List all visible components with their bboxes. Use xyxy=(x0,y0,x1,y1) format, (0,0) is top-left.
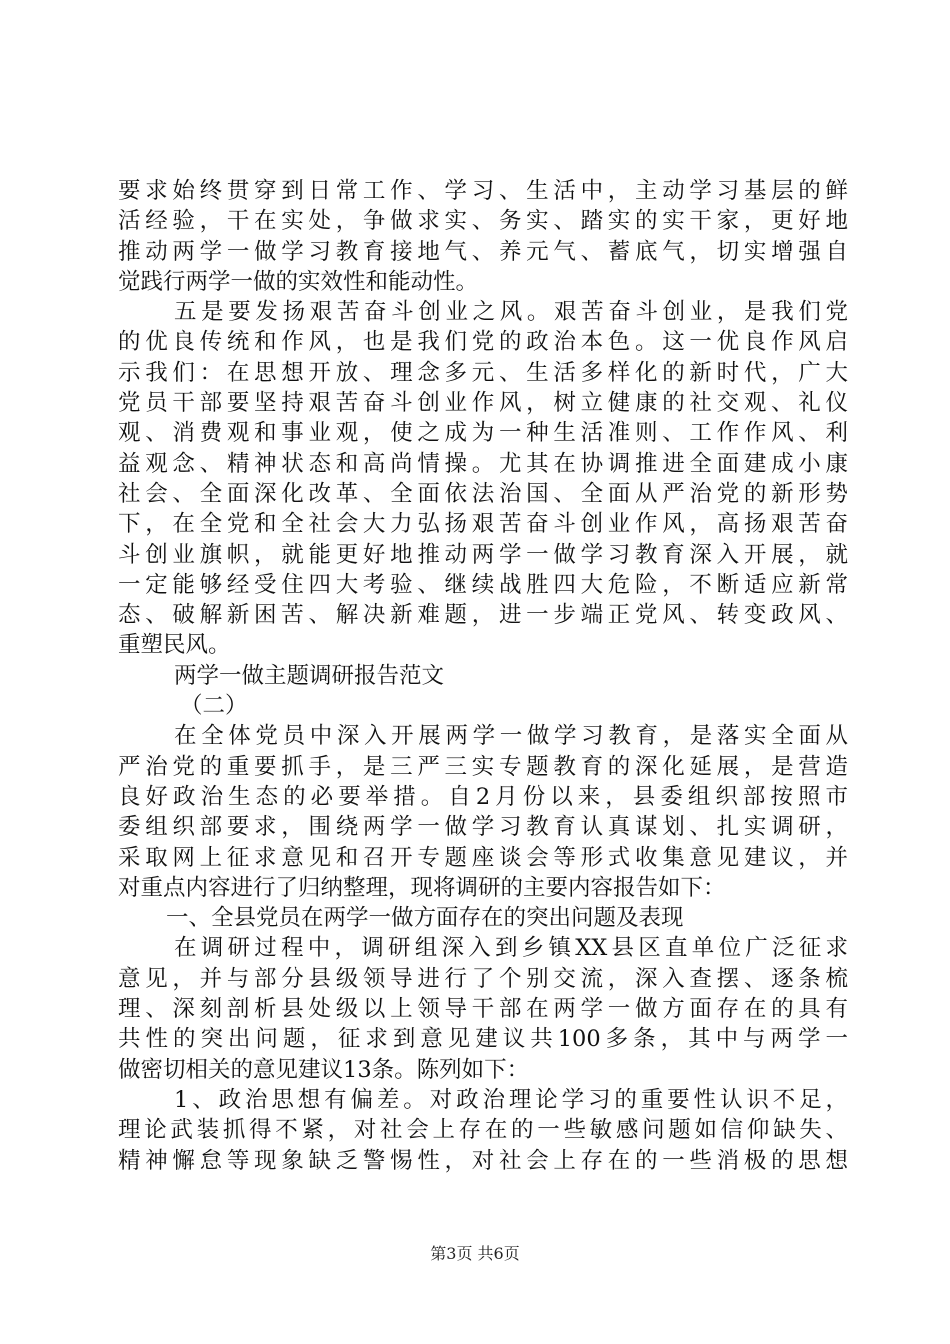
text-line: 斗创业旗帜，就能更好地推动两学一做学习教育深入开展，就 xyxy=(118,541,848,568)
text-line: 理、深刻剖析县处级以上领导干部在两学一做方面存在的具有 xyxy=(118,996,848,1023)
text-line: 活经验，干在实处，争做求实、务实、踏实的实干家，更好地 xyxy=(118,208,848,235)
section-subtitle: （二） xyxy=(180,693,248,720)
text-line: 党员干部要坚持艰苦奋斗创业作风，树立健康的社交观、礼仪 xyxy=(118,390,848,417)
text-line: 意见，并与部分县级领导进行了个别交流，深入查摆、逐条梳 xyxy=(118,965,848,992)
text-line: 觉践行两学一做的实效性和能动性。 xyxy=(118,268,479,295)
text-line: 在全体党员中深入开展两学一做学习教育，是落实全面从 xyxy=(174,723,848,750)
text-line: 示我们：在思想开放、理念多元、生活多样化的新时代，广大 xyxy=(118,359,848,386)
page-number-footer: 第3页 共6页 xyxy=(430,1244,520,1263)
text-line: 推动两学一做学习教育接地气、养元气、蓄底气，切实增强自 xyxy=(118,238,848,265)
document-body xyxy=(118,176,848,1176)
text-line: 采取网上征求意见和召开专题座谈会等形式收集意见建议，并 xyxy=(118,844,848,871)
text-line: 观、消费观和事业观，使之成为一种生活准则、工作作风、利 xyxy=(118,420,848,447)
text-line: 的优良传统和作风，也是我们党的政治本色。这一优良作风启 xyxy=(118,329,848,356)
text-line: 在调研过程中，调研组深入到乡镇XX县区直单位广泛征求 xyxy=(174,935,848,962)
text-line: 下，在全党和全社会大力弘扬艰苦奋斗创业作风，高扬艰苦奋 xyxy=(118,511,848,538)
text-line: 委组织部要求，围绕两学一做学习教育认真谋划、扎实调研， xyxy=(118,814,848,841)
section-title: 两学一做主题调研报告范文 xyxy=(174,662,445,689)
text-line: 要求始终贯穿到日常工作、学习、生活中，主动学习基层的鲜 xyxy=(118,178,848,204)
text-line: 共性的突出问题，征求到意见建议共100多条，其中与两学一 xyxy=(118,1026,848,1053)
text-line: 对重点内容进行了归纳整理，现将调研的主要内容报告如下： xyxy=(118,874,726,901)
text-line: 益观念、精神状态和高尚情操。尤其在协调推进全面建成小康 xyxy=(118,450,848,477)
text-line: 社会、全面深化改革、全面依法治国、全面从严治党的新形势 xyxy=(118,480,848,507)
text-line: 精神懈怠等现象缺乏警惕性，对社会上存在的一些消极的思想 xyxy=(118,1147,848,1174)
text-line: 良好政治生态的必要举措。自2月份以来，县委组织部按照市 xyxy=(118,783,848,810)
text-line: 重塑民风。 xyxy=(118,632,231,659)
section-heading: 一、全县党员在两学一做方面存在的突出问题及表现 xyxy=(166,905,684,932)
text-line: 严治党的重要抓手，是三严三实专题教育的深化延展，是营造 xyxy=(118,753,848,780)
text-line: 做密切相关的意见建议13条。陈列如下： xyxy=(118,1056,530,1083)
text-line: 1、政治思想有偏差。对政治理论学习的重要性认识不足， xyxy=(174,1086,848,1113)
text-line: 理论武装抓得不紧，对社会上存在的一些敏感问题如信仰缺失、 xyxy=(118,1117,848,1144)
text-line: 五是要发扬艰苦奋斗创业之风。艰苦奋斗创业，是我们党 xyxy=(174,299,848,326)
text-line: 态、破解新困苦、解决新难题，进一步端正党风、转变政风、 xyxy=(118,602,848,629)
text-line: 一定能够经受住四大考验、继续战胜四大危险，不断适应新常 xyxy=(118,571,848,598)
